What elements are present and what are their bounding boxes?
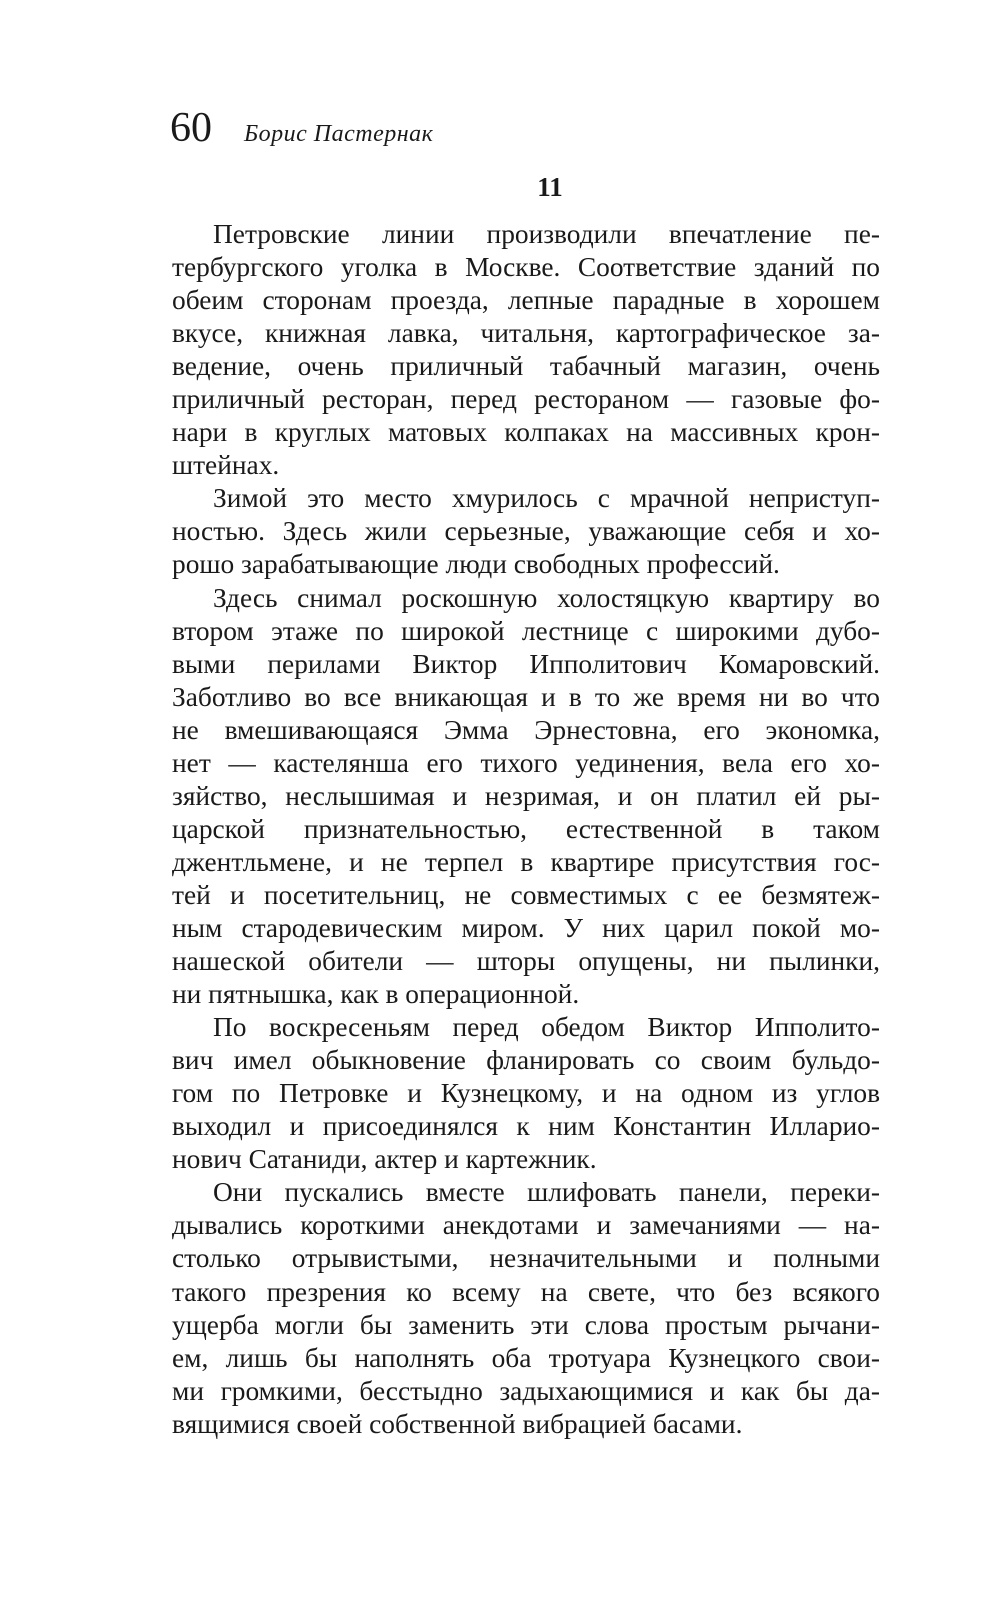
text-line: ми громкими, бесстыдно задыхающимися и как бы да- — [172, 1375, 880, 1406]
text-line: Петровские линии производили впечатление пе- — [213, 219, 880, 249]
text-line: Здесь снимал роскошную холостяцкую квартиру во — [213, 582, 880, 613]
text-line: приличный ресторан, перед рестораном — газовые фо- — [172, 384, 880, 415]
text-line: столько отрывистыми, незначительными и полными — [172, 1243, 880, 1274]
text-line: выми перилами Виктор Ипполитович Комаровский. — [172, 648, 880, 679]
text-line: такого презрения ко всему на свете, что без всякого — [172, 1276, 880, 1307]
text-line: ным стародевическим миром. У них царил покой мо- — [172, 912, 880, 943]
text-line: ем, лишь бы наполнять оба тротуара Кузнецкого свои- — [172, 1342, 880, 1373]
text-line: нашеской обители — шторы опущены, ни пылинки, — [172, 946, 880, 977]
text-line: ведение, очень приличный табачный магазин, очень — [172, 351, 880, 382]
text-line: царской признательностью, естественной в таком — [172, 813, 880, 844]
text-line: нари в круглых матовых колпаках на массивных крон- — [172, 417, 880, 448]
text-line: вящимися своей собственной вибрацией басами. — [172, 1408, 743, 1439]
text-line: нович Сатаниди, актер и картежник. — [172, 1144, 597, 1175]
text-line: Зимой это место хмурилось с мрачной неприступ- — [213, 483, 880, 514]
text-line: втором этаже по широкой лестнице с широкими дубо- — [172, 615, 880, 646]
body-text — [172, 218, 880, 1441]
text-line: дывались короткими анекдотами и замечаниями — на- — [172, 1210, 880, 1241]
text-line: тей и посетительниц, не совместимых с ее безмятеж- — [172, 879, 880, 910]
text-line: Заботливо во все вникающая и в то же время ни во что — [172, 681, 880, 712]
text-line: рошо зарабатывающие люди свободных профессий. — [172, 549, 780, 580]
text-line: не вмешивающаяся Эмма Эрнестовна, его экономка, — [172, 714, 880, 745]
text-line: ни пятнышка, как в операционной. — [172, 979, 580, 1010]
text-line: обеим сторонам проезда, лепные парадные в хорошем — [172, 285, 880, 316]
running-head — [170, 104, 433, 152]
text-line: штейнах. — [172, 450, 280, 481]
chapter-number: 11 — [537, 172, 563, 202]
text-line: ностью. Здесь жили серьезные, уважающие себя и хо- — [172, 516, 880, 547]
text-line: нет — кастелянша его тихого уединения, вела его хо- — [172, 747, 880, 778]
text-line: вкусе, книжная лавка, читальня, картографическое за- — [172, 318, 880, 349]
text-line: зяйство, неслышимая и незримая, и он платил ей ры- — [172, 780, 880, 811]
text-line: вич имел обыкновение фланировать со своим бульдо- — [172, 1045, 880, 1076]
text-line: По воскресеньям перед обедом Виктор Ипполито- — [213, 1012, 880, 1043]
text-line: джентльмене, и не терпел в квартире присутствия гос- — [172, 846, 880, 877]
text-line: Они пускались вместе шлифовать панели, переки- — [213, 1177, 880, 1208]
text-line: ущерба могли бы заменить эти слова простым рычани- — [172, 1309, 880, 1340]
text-line: гом по Петровке и Кузнецкому, и на одном из углов — [172, 1078, 880, 1109]
running-title: Борис Пастернак — [244, 121, 434, 147]
text-line: выходил и присоединялся к ним Константин Илларио- — [172, 1111, 880, 1142]
text-line: тербургского уголка в Москве. Соответствие зданий по — [172, 252, 880, 283]
page-number: 60 — [170, 105, 212, 151]
